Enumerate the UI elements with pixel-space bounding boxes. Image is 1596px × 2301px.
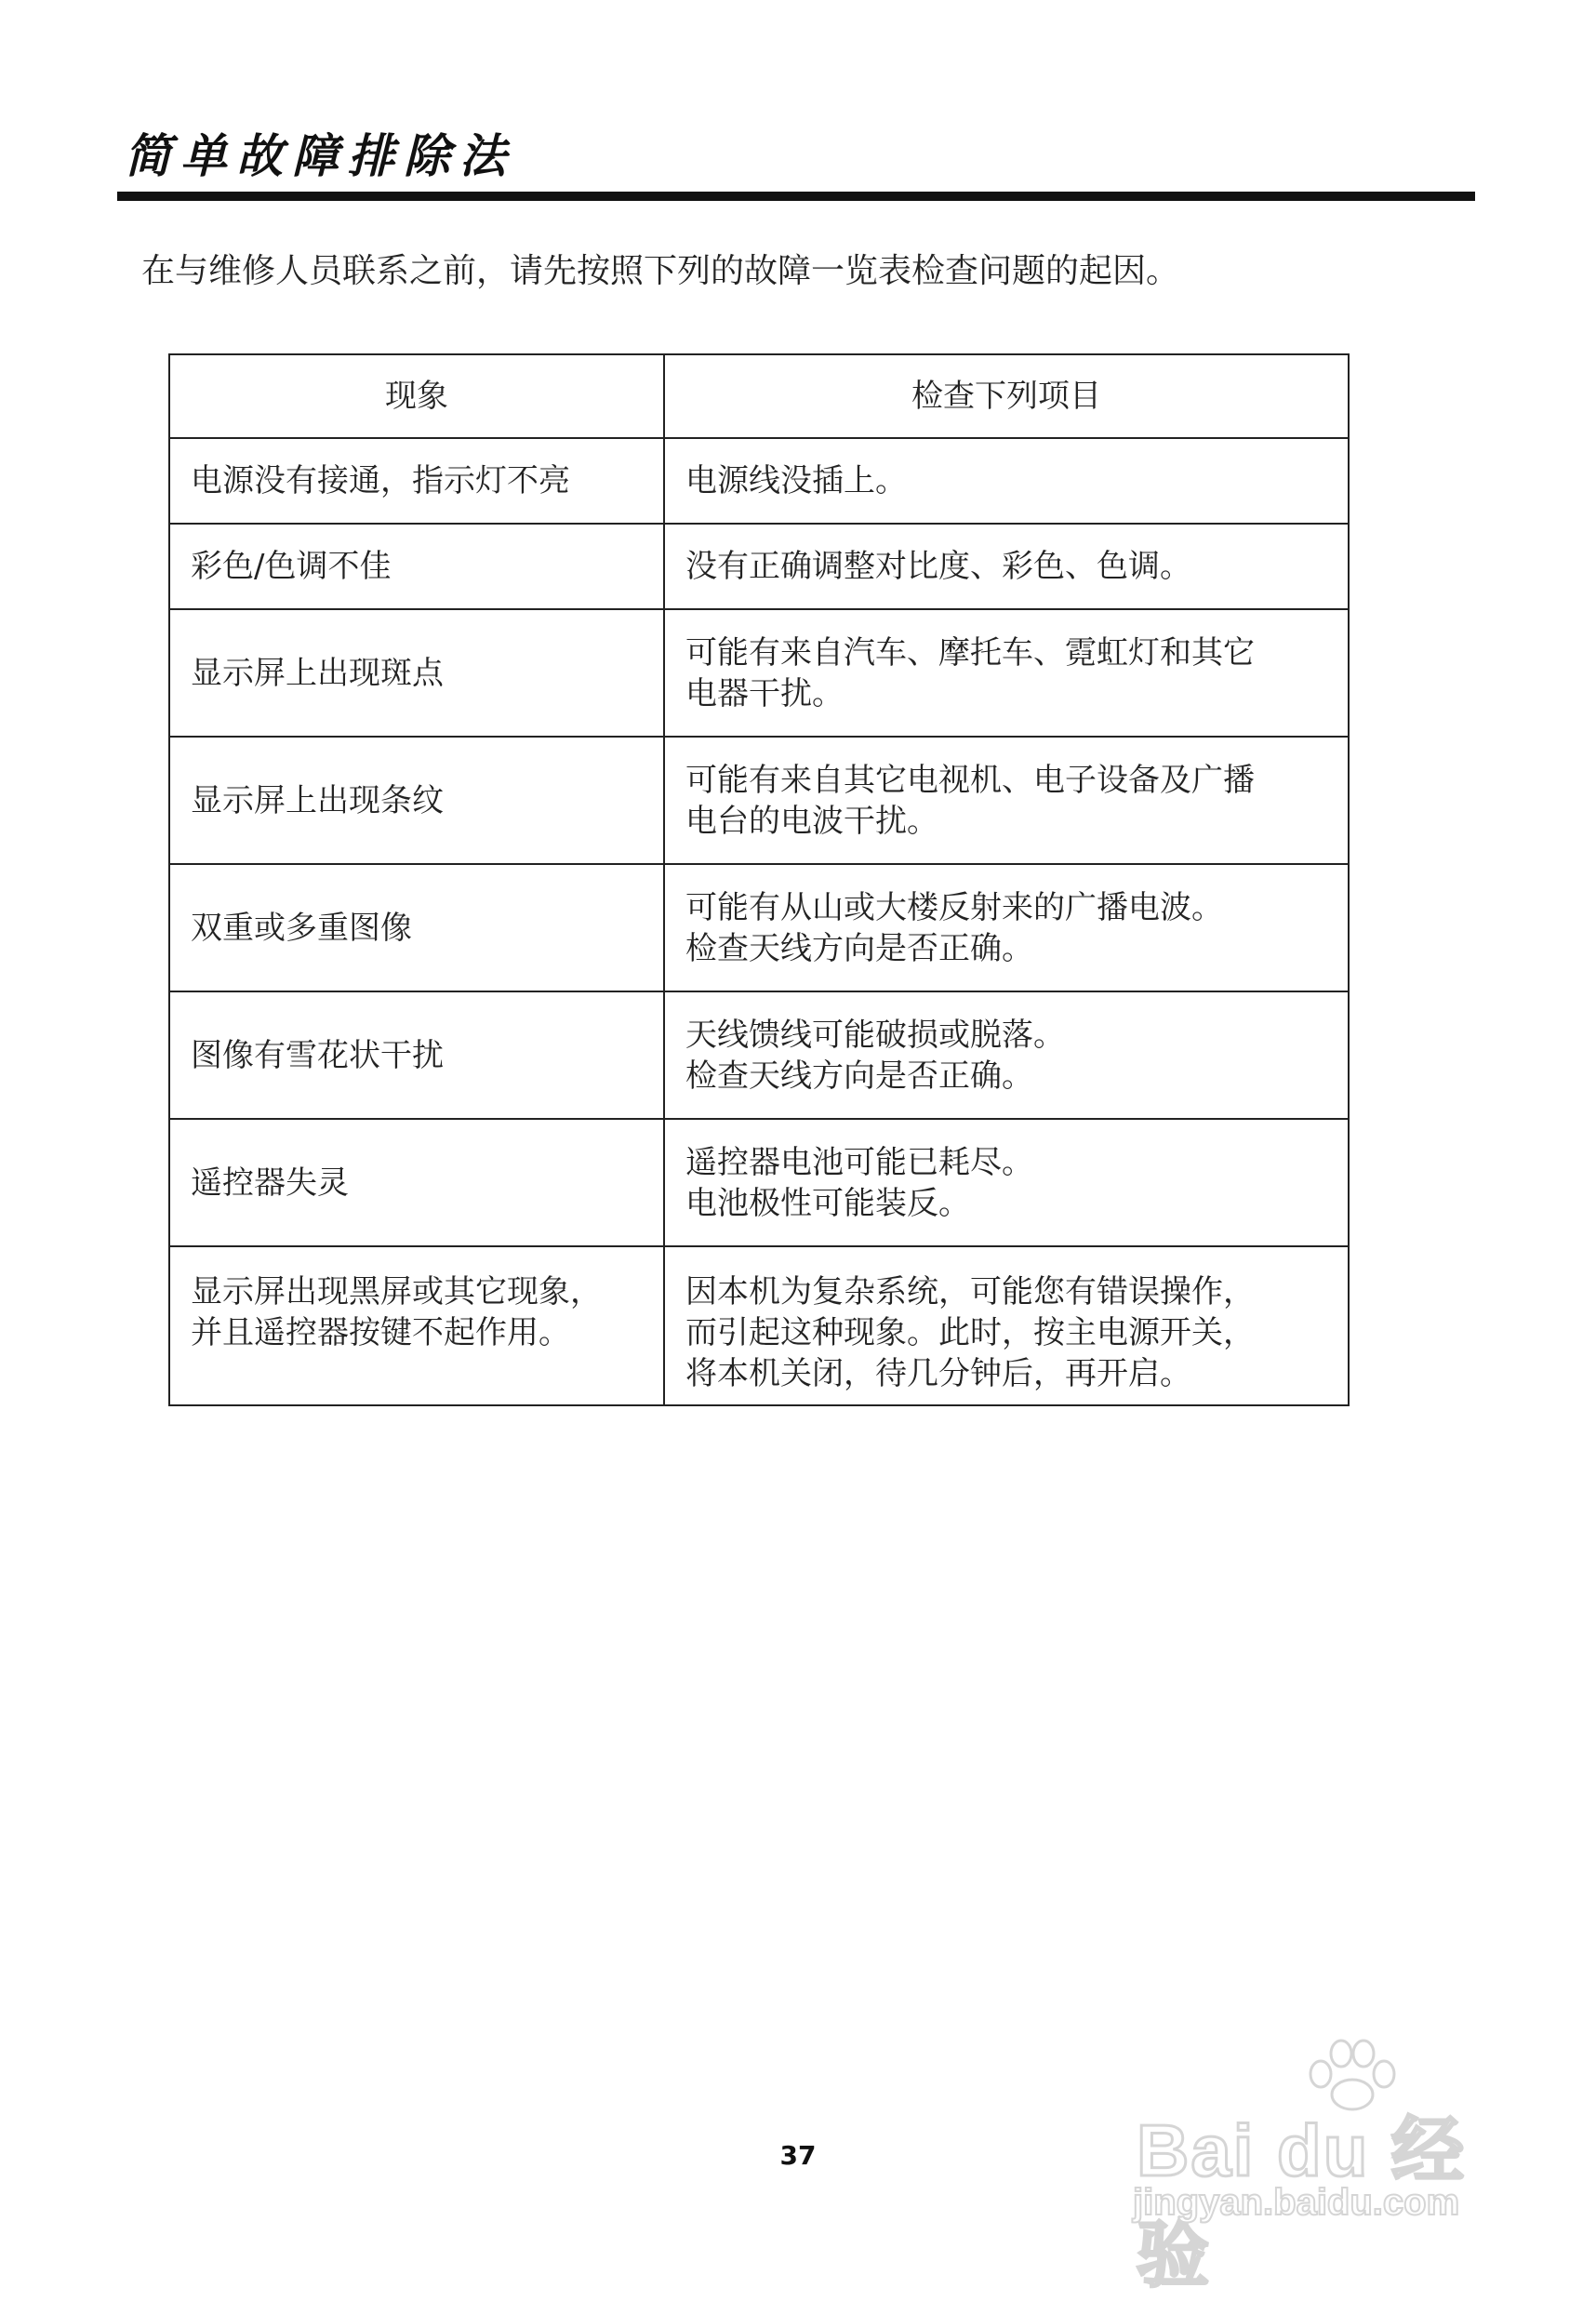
page-number: 37 <box>779 2140 817 2171</box>
table-header-row <box>169 354 1349 438</box>
symptom-cell: 显示屏出现黑屏或其它现象， 并且遥控器按键不起作用。 <box>169 1246 664 1405</box>
watermark-logo: Bai du 经验 <box>1137 2109 1467 2295</box>
table-row <box>169 991 1349 1119</box>
page-title: 简单故障排除法 <box>125 128 515 183</box>
table-row <box>169 737 1349 864</box>
symptom-cell: 电源没有接通，指示灯不亮 <box>169 438 664 524</box>
symptom-cell: 显示屏上出现条纹 <box>169 737 664 864</box>
title-rule <box>117 192 1475 201</box>
check-cell: 遥控器电池可能已耗尽。 电池极性可能装反。 <box>664 1119 1349 1246</box>
check-cell: 天线馈线可能破损或脱落。 检查天线方向是否正确。 <box>664 991 1349 1119</box>
table-row <box>169 864 1349 991</box>
symptom-cell: 遥控器失灵 <box>169 1119 664 1246</box>
table-row <box>169 438 1349 524</box>
baidu-watermark <box>1124 2037 1514 2295</box>
header-check: 检查下列项目 <box>664 354 1349 438</box>
symptom-cell: 彩色/色调不佳 <box>169 524 664 609</box>
symptom-cell: 双重或多重图像 <box>169 864 664 991</box>
troubleshooting-table <box>168 353 1350 1406</box>
watermark-url: jingyan.baidu.com <box>1133 2182 1460 2223</box>
check-cell: 可能有来自汽车、摩托车、霓虹灯和其它 电器干扰。 <box>664 609 1349 737</box>
table-row <box>169 609 1349 737</box>
check-cell: 因本机为复杂系统，可能您有错误操作， 而引起这种现象。此时，按主电源开关， 将本机关闭，待几分钟后，再开启。 <box>664 1246 1349 1405</box>
check-cell: 可能有来自其它电视机、电子设备及广播 电台的电波干扰。 <box>664 737 1349 864</box>
check-cell: 可能有从山或大楼反射来的广播电波。 检查天线方向是否正确。 <box>664 864 1349 991</box>
intro-text: 在与维修人员联系之前，请先按照下列的故障一览表检查问题的起因。 <box>141 252 1180 290</box>
table-row <box>169 1246 1349 1405</box>
table-row <box>169 1119 1349 1246</box>
symptom-cell: 显示屏上出现斑点 <box>169 609 664 737</box>
check-cell: 电源线没插上。 <box>664 438 1349 524</box>
check-cell: 没有正确调整对比度、彩色、色调。 <box>664 524 1349 609</box>
table-row <box>169 524 1349 609</box>
header-symptom: 现象 <box>169 354 664 438</box>
symptom-cell: 图像有雪花状干扰 <box>169 991 664 1119</box>
